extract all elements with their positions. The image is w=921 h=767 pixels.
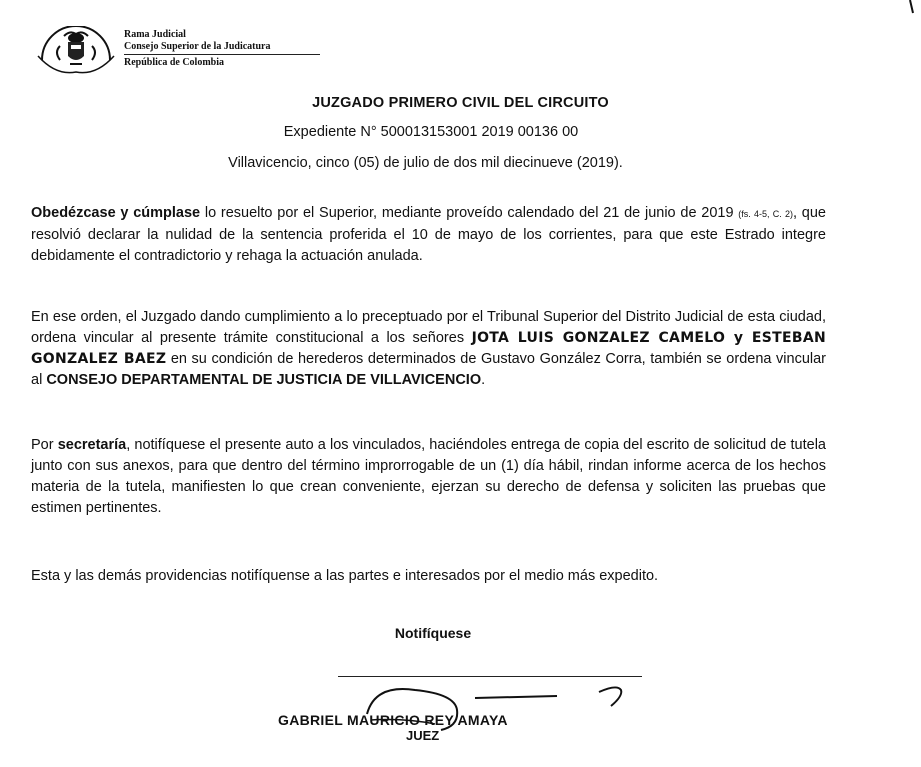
paragraph-vinculacion bbox=[31, 307, 826, 391]
paragraph-text: Por bbox=[31, 437, 58, 453]
coat-of-arms-icon bbox=[36, 26, 116, 74]
notify-heading: Notifíquese bbox=[394, 625, 472, 641]
header-divider bbox=[124, 54, 320, 55]
lead-bold-text: Obedézcase y cúmplase bbox=[31, 205, 201, 221]
signature-line bbox=[338, 676, 642, 677]
issuing-entity bbox=[124, 29, 320, 69]
paragraph-text: , que resolvió declarar la nulidad de la sentencia proferida el 10 de mayo de los corrientes, para que este Estrado integre debidamente el contradictorio y rehaga la actuación anulada. bbox=[31, 205, 826, 264]
case-number: Expediente N° 500013153001 2019 00136 00 bbox=[283, 124, 579, 140]
secretaria-bold: secretaría bbox=[57, 437, 127, 453]
paragraph-secretaria bbox=[31, 435, 826, 519]
paragraph-notificacion: Esta y las demás providencias notifíquense a las partes e interesados por el medio más expedito. bbox=[31, 568, 659, 584]
paragraph-text: , notifíquese el presente auto a los vinculados, haciéndoles entrega de copia del escrito de solicitud de tutela junto con sus anexos, para que dentro del término improrrogable de un (1) día hábil, rindan informe acerca de los hechos materia de la tutela, manifiesten lo que crean conveniente, ejerzan su derecho de defensa y soliciten las pruebas que estimen pertinentes. bbox=[31, 437, 826, 516]
paragraph-text: En ese orden, el Juzgado dando cumplimiento a lo preceptuado por el Tribunal Superior del Distrito Judicial de esta ciudad, ordena vincular al presente trámite constitucional a los señores bbox=[31, 309, 826, 346]
linked-entity-name: CONSEJO DEPARTAMENTAL DE JUSTICIA DE VILLAVICENCIO bbox=[46, 372, 482, 388]
entity-line-3: República de Colombia bbox=[124, 57, 225, 68]
paragraph-text: lo resuelto por el Superior, mediante proveído calendado del 21 de junio de 2019 bbox=[200, 205, 739, 221]
judge-name: GABRIEL MAURICIO REY AMAYA bbox=[278, 712, 508, 728]
letterhead bbox=[36, 26, 336, 78]
paragraph-obedezcase bbox=[31, 203, 826, 267]
court-title: JUZGADO PRIMERO CIVIL DEL CIRCUITO bbox=[312, 95, 609, 111]
paragraph-text: . bbox=[481, 372, 486, 388]
entity-line-2: Consejo Superior de la Judicatura bbox=[124, 41, 271, 52]
folio-note: (fs. 4-5, C. 2) bbox=[738, 209, 794, 219]
entity-line-1: Rama Judicial bbox=[124, 29, 186, 40]
scan-mark bbox=[908, 0, 916, 14]
date-line: Villavicencio, cinco (05) de julio de dos mil diecinueve (2019). bbox=[228, 155, 623, 171]
linked-parties-names: JOTA LUIS GONZALEZ CAMELO y ESTEBAN GONZALEZ BAEZ bbox=[31, 330, 826, 367]
paragraph-text: en su condición de herederos determinados de Gustavo González Corra, también se ordena vincular al bbox=[31, 351, 826, 388]
judge-title: JUEZ bbox=[406, 728, 440, 743]
